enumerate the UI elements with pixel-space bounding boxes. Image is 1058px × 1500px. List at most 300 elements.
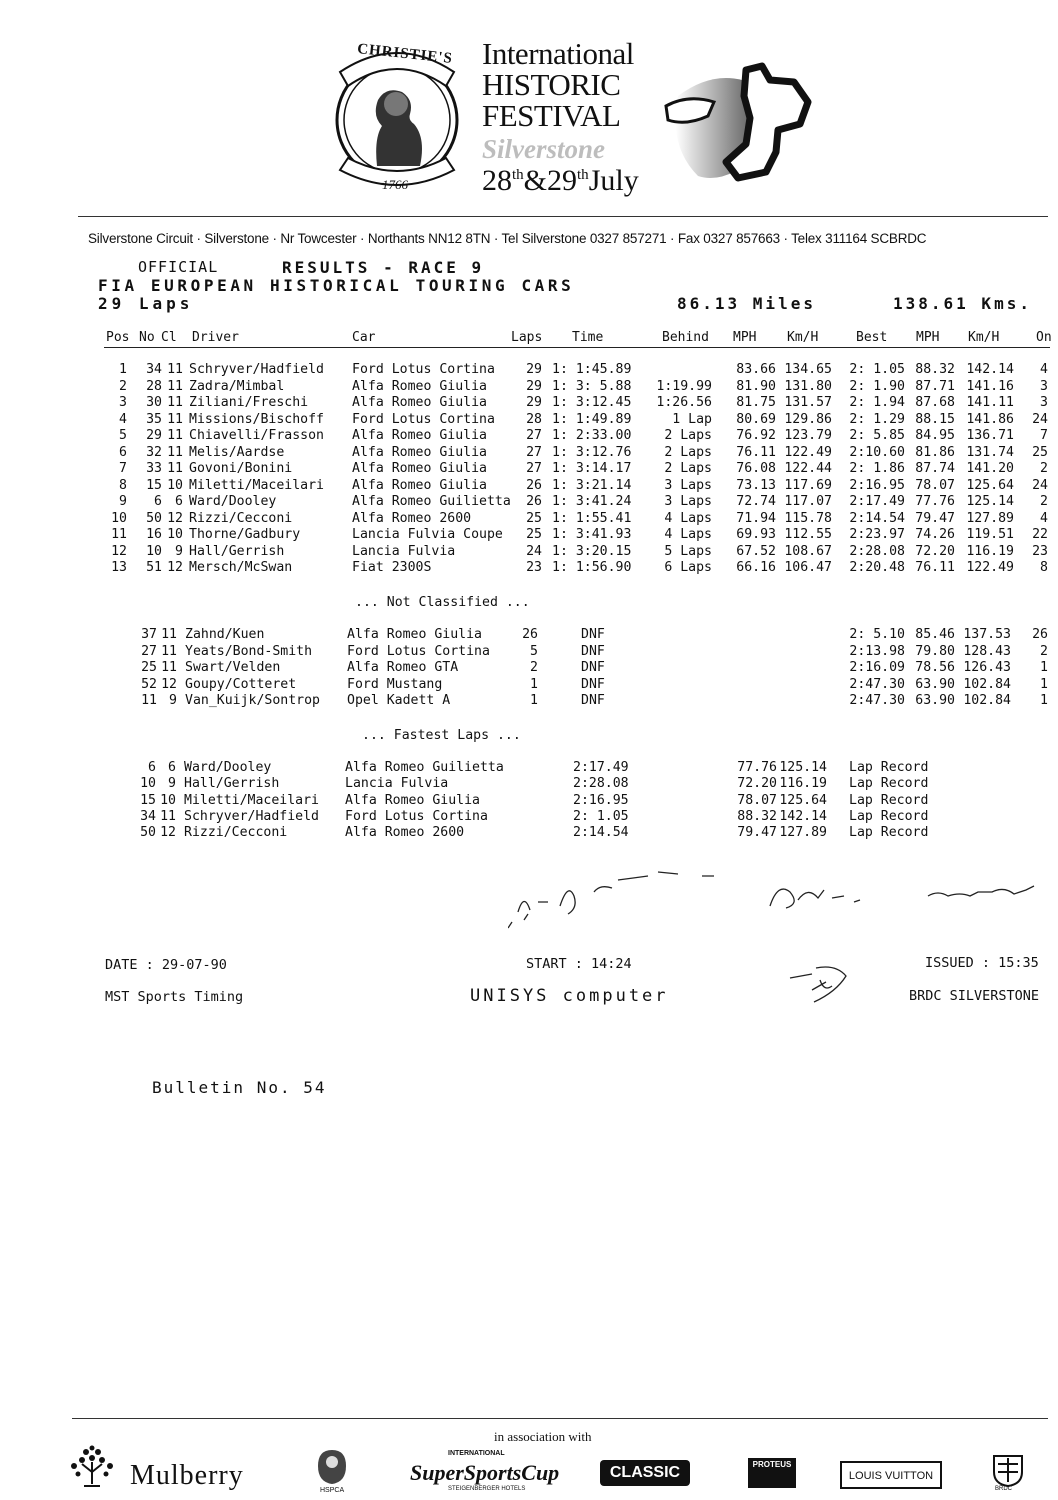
not-classified-label: ... Not Classified ... xyxy=(355,595,530,610)
result-best-on-lap: 24 xyxy=(1032,477,1048,493)
result-best-mph: 79.47 xyxy=(915,510,955,526)
nc-best-lap: 2:47.30 xyxy=(849,693,905,708)
col-car: Car xyxy=(352,330,376,345)
result-mph: 81.90 xyxy=(736,378,776,394)
col-no: No xyxy=(139,330,155,345)
brdc-logo-text: BRDC xyxy=(995,1486,1013,1492)
result-class: 6 xyxy=(175,494,183,509)
result-laps: 23 xyxy=(526,560,542,575)
fl-mph: 72.20 xyxy=(737,776,777,792)
association-label: in association with xyxy=(494,1429,592,1444)
fl-car: Ford Lotus Cortina xyxy=(345,808,488,824)
fl-time: 2:16.95 xyxy=(573,792,629,808)
fl-driver: Rizzi/Cecconi xyxy=(184,825,288,841)
result-laps: 25 xyxy=(526,527,542,542)
result-best-on-lap: 23 xyxy=(1032,543,1048,559)
fl-class: 12 xyxy=(160,825,176,841)
result-no: 16 xyxy=(146,527,162,542)
mulberry-tree-icon xyxy=(62,1444,122,1492)
computer-provider: UNISYS computer xyxy=(470,986,669,1006)
date-suffix-1: th xyxy=(512,167,524,183)
col-behind: Behind xyxy=(662,330,709,345)
result-behind: 4 Laps xyxy=(664,510,712,526)
result-best-kmh: 122.49 xyxy=(966,560,1014,575)
result-best-mph: 87.71 xyxy=(915,378,955,394)
result-best-kmh: 131.74 xyxy=(966,444,1014,460)
result-behind: 5 Laps xyxy=(664,543,712,559)
result-car: Alfa Romeo Giulia xyxy=(352,444,487,460)
result-best-lap: 2: 1.86 xyxy=(849,461,905,476)
result-best-kmh: 142.14 xyxy=(966,362,1014,377)
title-line-1: International xyxy=(482,36,634,71)
result-time: 1: 3: 5.88 xyxy=(552,378,632,394)
result-pos: 11 xyxy=(111,527,127,542)
result-driver: Mersch/McSwan xyxy=(189,560,293,575)
fl-no: 10 xyxy=(140,776,156,792)
result-kmh: 117.07 xyxy=(784,494,832,509)
result-kmh: 106.47 xyxy=(784,560,832,575)
result-pos: 9 xyxy=(119,494,127,509)
result-car: Lancia Fulvia Coupe xyxy=(352,527,503,542)
result-best-lap: 2: 1.90 xyxy=(849,378,905,394)
fl-mph: 88.32 xyxy=(737,808,777,824)
sponsor-rule xyxy=(72,1418,1048,1419)
result-car: Lancia Fulvia xyxy=(352,543,456,559)
result-best-on-lap: 22 xyxy=(1032,527,1048,542)
result-best-lap: 2: 5.85 xyxy=(849,428,905,443)
result-best-lap: 2:10.60 xyxy=(849,444,905,460)
result-class: 12 xyxy=(167,510,183,526)
result-kmh: 117.69 xyxy=(784,477,832,493)
result-time: 1: 3:41.24 xyxy=(552,494,632,509)
nc-class: 11 xyxy=(161,643,177,659)
result-best-mph: 77.76 xyxy=(915,494,955,509)
result-laps: 29 xyxy=(526,378,542,394)
result-mph: 83.66 xyxy=(736,362,776,377)
fl-driver: Miletti/Maceilari xyxy=(184,792,319,808)
circuit-address: Silverstone Circuit · Silverstone · Nr Towcester · Northants NN12 8TN · Tel Silverstone 0327 857271 · Fax 0327 857663 · Telex 311164 SCBRDC xyxy=(88,231,927,246)
result-best-mph: 88.32 xyxy=(915,362,955,377)
nc-car: Opel Kadett A xyxy=(347,693,451,708)
nc-driver: Yeats/Bond-Smith xyxy=(185,643,313,659)
result-pos: 1 xyxy=(119,362,127,377)
fl-note: Lap Record xyxy=(849,825,929,841)
result-time: 1: 3:21.14 xyxy=(552,477,632,493)
result-mph: 71.94 xyxy=(736,510,776,526)
nc-time: DNF xyxy=(581,676,605,692)
fl-time: 2:17.49 xyxy=(573,760,629,775)
club-name: BRDC SILVERSTONE xyxy=(909,988,1040,1004)
result-time: 1: 1:49.89 xyxy=(552,411,632,427)
result-no: 50 xyxy=(146,510,162,526)
nc-time: DNF xyxy=(581,643,605,659)
nc-no: 52 xyxy=(141,676,157,692)
result-mph: 80.69 xyxy=(736,411,776,427)
hspca-crest-icon xyxy=(314,1446,350,1486)
result-kmh: 131.80 xyxy=(784,378,832,394)
fl-class: 10 xyxy=(160,792,176,808)
mulberry-logo-text: Mulberry xyxy=(130,1460,244,1491)
nc-time: DNF xyxy=(581,693,605,708)
result-best-kmh: 127.89 xyxy=(966,510,1014,526)
result-behind: 6 Laps xyxy=(664,560,712,575)
result-best-on-lap: 24 xyxy=(1032,411,1048,427)
result-best-kmh: 125.64 xyxy=(966,477,1014,493)
result-behind: 3 Laps xyxy=(664,477,712,493)
nc-best-mph: 78.56 xyxy=(915,660,955,675)
result-best-mph: 87.68 xyxy=(915,395,955,410)
nc-best-mph: 79.80 xyxy=(915,643,955,659)
nc-class: 11 xyxy=(161,660,177,675)
result-behind: 1:19.99 xyxy=(656,378,712,394)
results-date: DATE : 29-07-90 xyxy=(105,957,227,973)
result-driver: Ward/Dooley xyxy=(189,494,277,509)
result-car: Ford Lotus Cortina xyxy=(352,362,495,377)
result-time: 1: 1:56.90 xyxy=(552,560,632,575)
fl-no: 15 xyxy=(140,792,156,808)
result-best-lap: 2: 1.29 xyxy=(849,411,905,427)
result-no: 32 xyxy=(146,444,162,460)
race-distance-kms: 138.61 Kms. xyxy=(893,294,1032,313)
result-pos: 5 xyxy=(119,428,127,443)
result-best-mph: 78.07 xyxy=(915,477,955,493)
col-driver: Driver xyxy=(192,330,239,345)
fl-time: 2:28.08 xyxy=(573,776,629,792)
nc-laps: 1 xyxy=(530,676,538,692)
col-laps: Laps xyxy=(511,330,543,345)
fl-note: Lap Record xyxy=(849,808,929,824)
result-behind: 2 Laps xyxy=(664,428,712,443)
col-kmh: Km/H xyxy=(787,330,819,345)
result-time: 1: 3:41.93 xyxy=(552,527,632,542)
result-best-lap: 2: 1.94 xyxy=(849,395,905,410)
result-behind: 2 Laps xyxy=(664,444,712,460)
result-class: 9 xyxy=(175,543,183,559)
result-kmh: 129.86 xyxy=(784,411,832,427)
fl-class: 6 xyxy=(168,760,176,775)
result-best-kmh: 141.11 xyxy=(966,395,1014,410)
fl-note: Lap Record xyxy=(849,776,929,792)
result-pos: 13 xyxy=(111,560,127,575)
fl-no: 34 xyxy=(140,808,156,824)
result-laps: 27 xyxy=(526,444,542,460)
louis-vuitton-logo: LOUIS VUITTON xyxy=(840,1461,942,1489)
result-driver: Miletti/Maceilari xyxy=(189,477,324,493)
result-pos: 10 xyxy=(111,510,127,526)
result-car: Alfa Romeo Giulia xyxy=(352,461,487,476)
column-underline xyxy=(104,347,1050,348)
result-mph: 76.08 xyxy=(736,461,776,476)
result-pos: 2 xyxy=(119,378,127,394)
nc-no: 27 xyxy=(141,643,157,659)
result-laps: 26 xyxy=(526,494,542,509)
result-best-lap: 2:17.49 xyxy=(849,494,905,509)
result-car: Alfa Romeo Giulia xyxy=(352,378,487,394)
result-behind: 1 Lap xyxy=(672,411,712,427)
classic-logo: CLASSIC xyxy=(600,1460,690,1486)
festival-dates xyxy=(482,164,639,198)
result-kmh: 131.57 xyxy=(784,395,832,410)
result-best-on-lap: 8 xyxy=(1040,560,1048,575)
nc-no: 25 xyxy=(141,660,157,675)
hspca-logo-text: HSPCA xyxy=(320,1487,345,1494)
race-start-time: START : 14:24 xyxy=(526,956,632,972)
result-mph: 72.74 xyxy=(736,494,776,509)
result-driver: Rizzi/Cecconi xyxy=(189,510,293,526)
col-best: Best xyxy=(856,330,888,345)
logo-banner-text: CHRISTIE'S xyxy=(356,41,454,67)
result-mph: 76.11 xyxy=(736,444,776,460)
official-signature xyxy=(508,862,1048,932)
result-car: Ford Lotus Cortina xyxy=(352,411,495,427)
result-driver: Chiavelli/Frasson xyxy=(189,428,324,443)
fl-class: 9 xyxy=(168,776,176,792)
result-mph: 73.13 xyxy=(736,477,776,493)
col-best-kmh: Km/H xyxy=(968,330,1000,345)
nc-car: Ford Mustang xyxy=(347,676,443,692)
nc-driver: Van_Kuijk/Sontrop xyxy=(185,693,320,708)
result-best-mph: 72.20 xyxy=(915,543,955,559)
result-best-kmh: 136.71 xyxy=(966,428,1014,443)
nc-best-mph: 63.90 xyxy=(915,676,955,692)
fl-kmh: 127.89 xyxy=(779,825,827,841)
nc-class: 9 xyxy=(169,693,177,708)
result-laps: 29 xyxy=(526,362,542,377)
result-best-on-lap: 3 xyxy=(1040,395,1048,410)
result-no: 6 xyxy=(154,494,162,509)
result-car: Alfa Romeo Giulia xyxy=(352,477,487,493)
fl-note: Lap Record xyxy=(849,792,929,808)
nc-best-mph: 85.46 xyxy=(915,627,955,642)
result-best-kmh: 141.20 xyxy=(966,461,1014,476)
result-best-kmh: 141.16 xyxy=(966,378,1014,394)
result-best-kmh: 125.14 xyxy=(966,494,1014,509)
fl-kmh: 142.14 xyxy=(779,808,827,824)
col-cl: Cl xyxy=(161,330,177,345)
date-month: July xyxy=(588,164,639,197)
result-mph: 76.92 xyxy=(736,428,776,443)
fl-kmh: 125.14 xyxy=(779,760,827,775)
result-kmh: 122.44 xyxy=(784,461,832,476)
result-no: 15 xyxy=(146,477,162,493)
result-mph: 69.93 xyxy=(736,527,776,542)
fl-car: Alfa Romeo 2600 xyxy=(345,825,465,841)
result-behind: 3 Laps xyxy=(664,494,712,509)
result-laps: 27 xyxy=(526,461,542,476)
result-best-mph: 81.86 xyxy=(915,444,955,460)
fl-car: Alfa Romeo Giulia xyxy=(345,792,480,808)
result-class: 10 xyxy=(167,527,183,542)
proteus-logo: PROTEUS xyxy=(748,1458,796,1488)
result-driver: Zadra/Mimbal xyxy=(189,378,285,394)
nc-best-on-lap: 2 xyxy=(1040,643,1048,659)
fl-car: Alfa Romeo Guilietta xyxy=(345,760,504,775)
series-title: FIA EUROPEAN HISTORICAL TOURING CARS xyxy=(98,276,575,295)
result-no: 30 xyxy=(146,395,162,410)
fl-time: 2: 1.05 xyxy=(573,808,629,824)
result-best-on-lap: 2 xyxy=(1040,494,1048,509)
result-best-mph: 88.15 xyxy=(915,411,955,427)
result-behind: 1:26.56 xyxy=(656,395,712,410)
initials-signature xyxy=(786,960,856,1008)
result-time: 1: 2:33.00 xyxy=(552,428,632,443)
fl-kmh: 116.19 xyxy=(779,776,827,792)
nc-laps: 26 xyxy=(522,627,538,642)
nc-best-on-lap: 1 xyxy=(1040,676,1048,692)
fl-no: 50 xyxy=(140,825,156,841)
result-best-lap: 2:28.08 xyxy=(849,543,905,559)
result-kmh: 134.65 xyxy=(784,362,832,377)
fl-driver: Hall/Gerrish xyxy=(184,776,280,792)
result-best-kmh: 119.51 xyxy=(966,527,1014,542)
result-time: 1: 1:45.89 xyxy=(552,362,632,377)
fl-driver: Ward/Dooley xyxy=(184,760,272,775)
fl-mph: 78.07 xyxy=(737,792,777,808)
nc-best-on-lap: 1 xyxy=(1040,693,1048,708)
nc-driver: Zahnd/Kuen xyxy=(185,627,265,642)
result-class: 11 xyxy=(167,411,183,427)
fl-mph: 79.47 xyxy=(737,825,777,841)
col-mph: MPH xyxy=(733,330,757,345)
result-time: 1: 3:14.17 xyxy=(552,461,632,476)
result-laps: 25 xyxy=(526,510,542,526)
result-best-lap: 2:16.95 xyxy=(849,477,905,493)
nc-best-kmh: 128.43 xyxy=(963,643,1011,659)
result-class: 11 xyxy=(167,378,183,394)
nc-best-lap: 2:16.09 xyxy=(849,660,905,675)
nc-best-kmh: 102.84 xyxy=(963,676,1011,692)
result-pos: 8 xyxy=(119,477,127,493)
nc-best-on-lap: 1 xyxy=(1040,660,1048,675)
fl-class: 11 xyxy=(160,808,176,824)
result-driver: Thorne/Gadbury xyxy=(189,527,301,542)
supersports-bottom-text: STEIGENBERGER HOTELS xyxy=(448,1486,526,1492)
result-time: 1: 3:20.15 xyxy=(552,543,632,559)
nc-best-kmh: 137.53 xyxy=(963,627,1011,642)
nc-no: 11 xyxy=(141,693,157,708)
result-class: 12 xyxy=(167,560,183,575)
result-time: 1: 1:55.41 xyxy=(552,510,632,526)
result-best-on-lap: 3 xyxy=(1040,378,1048,394)
result-driver: Missions/Bischoff xyxy=(189,411,324,427)
supersports-logo-text: SuperSportsCup xyxy=(410,1460,560,1485)
result-kmh: 112.55 xyxy=(784,527,832,542)
timing-provider: MST Sports Timing xyxy=(105,989,244,1005)
result-car: Alfa Romeo 2600 xyxy=(352,510,472,526)
result-no: 29 xyxy=(146,428,162,443)
result-best-on-lap: 4 xyxy=(1040,362,1048,377)
result-best-lap: 2:20.48 xyxy=(849,560,905,575)
logo-year: 1766 xyxy=(382,177,408,192)
header-rule xyxy=(78,216,1048,217)
result-car: Alfa Romeo Giulia xyxy=(352,428,487,443)
result-laps: 24 xyxy=(526,543,542,559)
result-class: 11 xyxy=(167,395,183,410)
nc-best-kmh: 102.84 xyxy=(963,693,1011,708)
nc-time: DNF xyxy=(581,660,605,675)
nc-driver: Goupy/Cotteret xyxy=(185,676,297,692)
result-best-lap: 2:14.54 xyxy=(849,510,905,526)
nc-car: Alfa Romeo Giulia xyxy=(347,627,482,642)
nc-best-mph: 63.90 xyxy=(915,693,955,708)
result-class: 10 xyxy=(167,477,183,493)
brdc-crest-icon xyxy=(990,1450,1026,1488)
result-driver: Govoni/Bonini xyxy=(189,461,293,476)
bulletin-number: Bulletin No. 54 xyxy=(152,1078,327,1097)
fl-mph: 77.76 xyxy=(737,760,777,775)
result-best-kmh: 141.86 xyxy=(966,411,1014,427)
circuit-helmet-logo xyxy=(658,56,858,206)
result-car: Alfa Romeo Guilietta xyxy=(352,494,511,509)
fl-time: 2:14.54 xyxy=(573,825,629,841)
result-best-mph: 87.74 xyxy=(915,461,955,476)
nc-time: DNF xyxy=(581,627,605,642)
nc-best-on-lap: 26 xyxy=(1032,627,1048,642)
result-laps: 28 xyxy=(526,411,542,427)
result-class: 11 xyxy=(167,362,183,377)
result-mph: 81.75 xyxy=(736,395,776,410)
result-pos: 6 xyxy=(119,444,127,460)
race-laps: 29 Laps xyxy=(98,294,194,313)
col-on: On xyxy=(1036,330,1052,345)
result-best-on-lap: 2 xyxy=(1040,461,1048,476)
result-behind: 4 Laps xyxy=(664,527,712,542)
result-pos: 7 xyxy=(119,461,127,476)
nc-class: 12 xyxy=(161,676,177,692)
result-driver: Melis/Aardse xyxy=(189,444,285,460)
fl-no: 6 xyxy=(148,760,156,775)
result-class: 11 xyxy=(167,428,183,443)
fl-car: Lancia Fulvia xyxy=(345,776,449,792)
result-time: 1: 3:12.76 xyxy=(552,444,632,460)
result-best-mph: 84.95 xyxy=(915,428,955,443)
nc-driver: Swart/Velden xyxy=(185,660,281,675)
result-pos: 3 xyxy=(119,395,127,410)
result-best-lap: 2: 1.05 xyxy=(849,362,905,377)
nc-laps: 5 xyxy=(530,643,538,659)
supersports-top-text: INTERNATIONAL xyxy=(448,1450,505,1457)
col-pos: Pos xyxy=(106,330,130,345)
result-driver: Schryver/Hadfield xyxy=(189,362,324,377)
result-best-on-lap: 25 xyxy=(1032,444,1048,460)
nc-best-lap: 2:13.98 xyxy=(849,643,905,659)
nc-best-lap: 2: 5.10 xyxy=(849,627,905,642)
result-best-on-lap: 4 xyxy=(1040,510,1048,526)
festival-venue: Silverstone xyxy=(482,134,606,164)
official-label: OFFICIAL xyxy=(138,258,219,276)
result-class: 11 xyxy=(167,444,183,460)
result-laps: 29 xyxy=(526,395,542,410)
result-driver: Hall/Gerrish xyxy=(189,543,285,559)
result-mph: 67.52 xyxy=(736,543,776,559)
result-no: 35 xyxy=(146,411,162,427)
nc-best-kmh: 126.43 xyxy=(963,660,1011,675)
race-distance-miles: 86.13 Miles xyxy=(677,294,816,313)
fl-note: Lap Record xyxy=(849,760,929,775)
result-behind: 2 Laps xyxy=(664,461,712,476)
result-class: 11 xyxy=(167,461,183,476)
result-mph: 66.16 xyxy=(736,560,776,575)
result-car: Alfa Romeo Giulia xyxy=(352,395,487,410)
result-car: Fiat 2300S xyxy=(352,560,432,575)
result-driver: Ziliani/Freschi xyxy=(189,395,309,410)
festival-title xyxy=(482,38,634,131)
date-ampersand: & xyxy=(523,164,548,197)
result-no: 28 xyxy=(146,378,162,394)
result-laps: 26 xyxy=(526,477,542,493)
result-best-mph: 76.11 xyxy=(915,560,955,575)
result-time: 1: 3:12.45 xyxy=(552,395,632,410)
